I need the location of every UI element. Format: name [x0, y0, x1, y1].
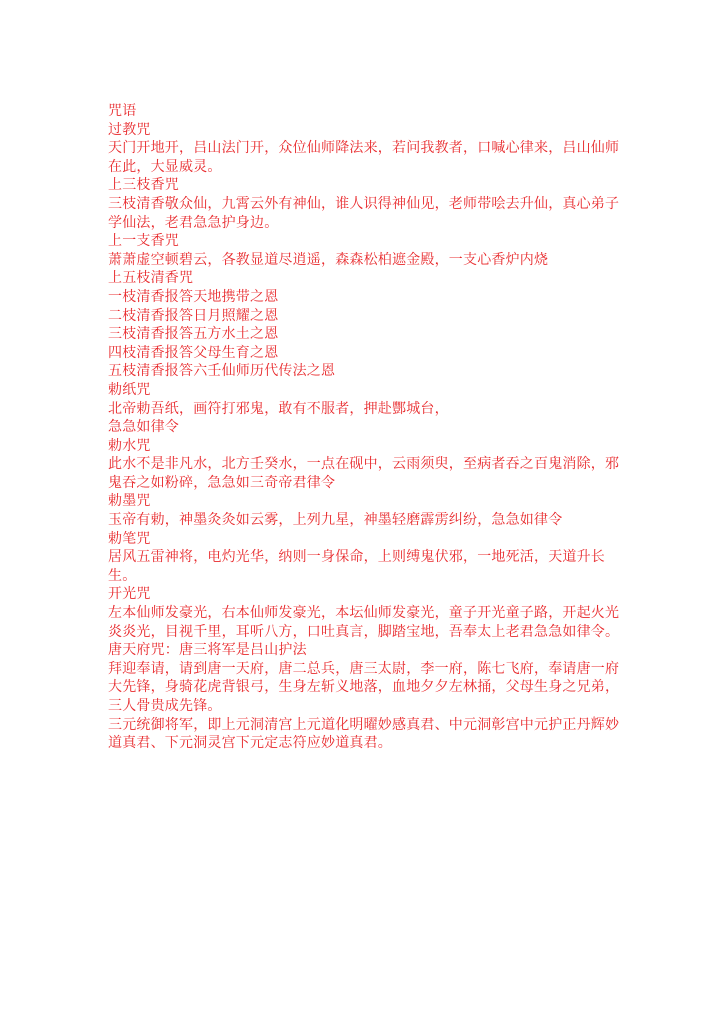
section-heading-tang-tianfu: 唐天府咒：唐三将军是吕山护法: [108, 642, 307, 659]
section-heading-brush: 勅笔咒: [108, 530, 151, 547]
section-heading-consecration: 开光咒: [108, 586, 151, 603]
section-heading-ink: 勅墨咒: [108, 493, 151, 510]
section-text-five-incense-5: 五枝清香报答六壬仙师历代传法之恩: [108, 363, 336, 380]
section-text-brush: 居风五雷神将，电灼光华，纳则一身保命，上则缚鬼伏邪，一地死活，天道升长生。: [108, 549, 605, 584]
section-heading-paper: 勅纸咒: [108, 381, 151, 398]
section-text-five-incense-1: 一枝清香报答天地携带之恩: [108, 288, 279, 305]
document-page: [108, 102, 630, 753]
section-heading-three-incense: 上三枝香咒: [108, 177, 179, 194]
section-text-paper-1: 北帝勅吾纸，画符打邪鬼，敢有不服者，押赴酆城台，: [108, 400, 449, 417]
section-text-paper-2: 急急如律令: [108, 419, 179, 436]
section-text-five-incense-4: 四枝清香报答父母生育之恩: [108, 344, 279, 361]
section-text-water: 此水不是非凡水，北方壬癸水，一点在砚中，云雨须臾，至病者吞之百鬼消除，邪鬼吞之如粉碎，急急如三奇帝君律令: [108, 456, 620, 491]
section-text-five-incense-2: 二枝清香报答日月照耀之恩: [108, 307, 279, 324]
section-text-ink: 玉帝有勅，神墨灸灸如云雾，上列九星，神墨轻磨霹雳纠纷，急急如律令: [108, 512, 563, 529]
section-heading-water: 勅水咒: [108, 437, 151, 454]
section-heading-five-incense: 上五枝清香咒: [108, 270, 194, 287]
section-heading-guojiao: 过教咒: [108, 121, 151, 138]
section-text-five-incense-3: 三枝清香报答五方水土之恩: [108, 326, 279, 343]
section-text-tang-tianfu-2: 三元统御将军，即上元洞清宫上元道化明曜妙感真君、中元洞彰宫中元护正丹辉妙道真君、下元洞灵宫下元定志符应妙道真君。: [108, 716, 620, 752]
section-text-guojiao: 天门开地开，吕山法门开，众位仙师降法来，若问我教者，口喊心律来，吕山仙师在此，大显威灵。: [108, 140, 620, 175]
section-text-consecration: 左本仙师发豪光，右本仙师发豪光，本坛仙师发豪光，童子开光童子路，开起火光炎炎光，目视千里，耳听八方，口吐真言，脚踏宝地，吾奉太上老君急急如律令。: [108, 605, 620, 640]
section-text-one-incense: 萧萧虚空顿碧云，各教显道尽逍遥，森森松柏遮金殿，一支心香炉内烧: [108, 251, 549, 268]
section-heading-one-incense: 上一支香咒: [108, 233, 179, 250]
document-title: 咒语: [108, 103, 137, 119]
section-text-tang-tianfu-1: 拜迎奉请，请到唐一天府，唐二总兵，唐三太尉，李一府，陈七飞府，奉请唐一府大先锋，身骑花虎背银弓，生身左斩义地落，血地夕夕左林捅，父母生身之兄弟，三人骨贵成先锋。: [108, 660, 620, 714]
section-text-three-incense: 三枝清香敬众仙，九霄云外有神仙，谁人识得神仙见，老师带哙去升仙，真心弟子学仙法，老君急急护身边。: [108, 195, 620, 231]
